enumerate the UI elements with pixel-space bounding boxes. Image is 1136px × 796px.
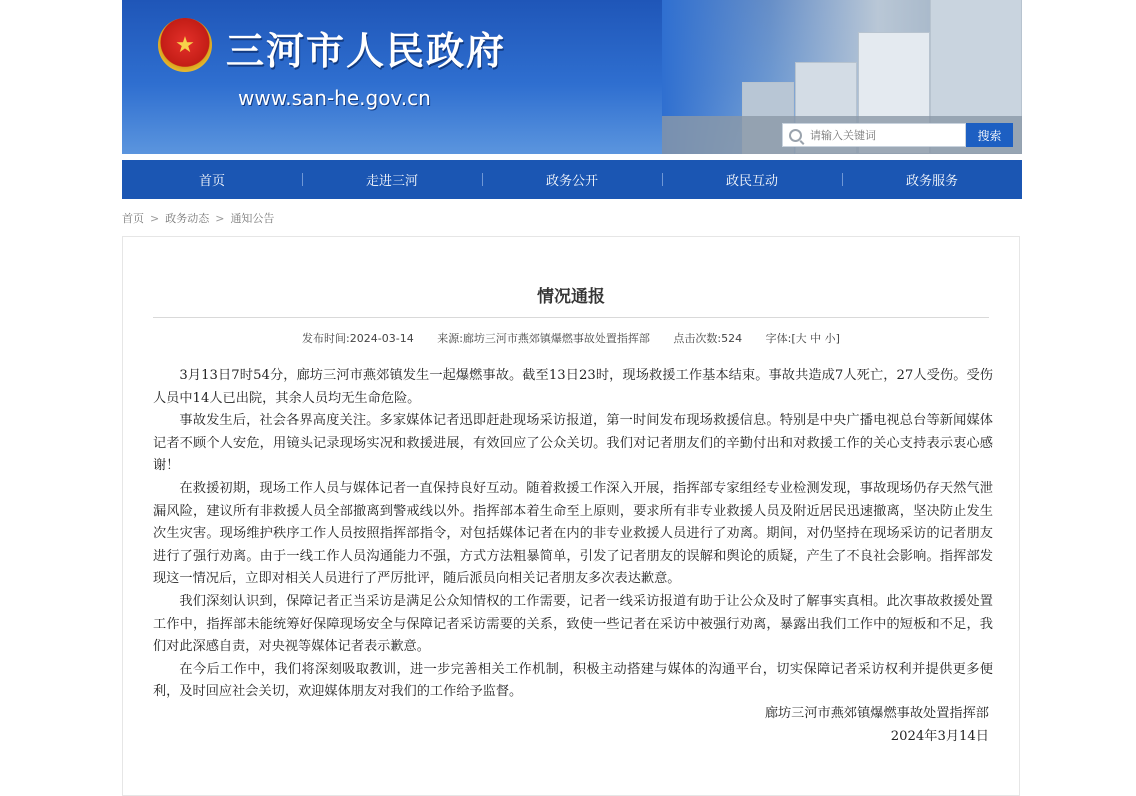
header-banner: [122, 0, 1022, 154]
nav-item-services[interactable]: 政务服务: [842, 160, 1022, 199]
main-nav: [122, 160, 1022, 199]
search-button[interactable]: 搜索: [966, 123, 1013, 147]
search-box: [782, 123, 966, 147]
paragraph: 在今后工作中，我们将深刻吸取教训，进一步完善相关工作机制，积极主动搭建与媒体的沟通平台，切实保障记者采访权利并提供更多便利，及时回应社会关切，欢迎媒体朋友对我们的工作给予监督。: [153, 661, 993, 700]
breadcrumb: [122, 210, 274, 226]
source-value: 廊坊三河市燕郊镇爆燃事故处置指挥部: [462, 332, 650, 345]
article-body: [153, 365, 993, 704]
clicks-value: 524: [721, 332, 743, 345]
search-input[interactable]: [808, 128, 962, 143]
publish-label: 发布时间:: [302, 332, 350, 345]
breadcrumb-separator: >: [150, 211, 160, 225]
paragraph: 3月13日7时54分，廊坊三河市燕郊镇发生一起爆燃事故。截至13日23时，现场救援工作基本结束。事故共造成7人死亡，27人受伤。受伤人员中14人已出院，其余人员均无生命危险。: [153, 368, 993, 406]
signature-block: [765, 702, 989, 748]
font-size-switcher[interactable]: [大 中 小]: [791, 332, 840, 345]
clicks-label: 点击次数:: [673, 332, 722, 345]
site-url: www.san-he.gov.cn: [238, 86, 431, 110]
nav-item-interaction[interactable]: 政民互动: [662, 160, 842, 199]
nav-item-about[interactable]: 走进三河: [302, 160, 482, 199]
site-title: 三河市人民政府: [226, 29, 507, 73]
paragraph: 在救援初期，现场工作人员与媒体记者一直保持良好互动。随着救援工作深入开展，指挥部专家组经专业检测发现，事故现场仍存天然气泄漏风险，建议所有非救援人员全部撤离到警戒线以外。指挥部本着生命至上原则，要求所有非专业救援人员及附近居民迅速撤离，坚决防止发生次生灾害。现场维护秩序工作人员按照指挥部指令，对包括媒体记者在内的非专业救援人员进行了劝离。期间，对仍坚持在现场采访的记者朋友进行了强行劝离。由于一线工作人员沟通能力不强，方式方法粗暴简单，引发了记者朋友的误解和舆论的质疑，产生了不良社会影响。指挥部发现这一情况后，立即对相关人员进行了严厉批评，随后派员向相关记者朋友多次表达歉意。: [153, 480, 993, 587]
source-label: 来源:: [437, 332, 463, 345]
publish-date: 2024-03-14: [349, 332, 414, 345]
article-panel: [122, 236, 1020, 796]
national-emblem-icon: ★: [158, 18, 212, 72]
signature-org: 廊坊三河市燕郊镇爆燃事故处置指挥部: [764, 706, 989, 721]
article-meta: [123, 330, 1019, 346]
paragraph: 我们深刻认识到，保障记者正当采访是满足公众知情权的工作需要，记者一线采访报道有助于让公众及时了解事实真相。此次事故救援处置工作中，指挥部未能统筹好保障现场安全与保障记者采访需要的关系，致使一些记者在采访中被强行劝离，暴露出我们工作中的短板和不足，我们对此深感自责，对央视等媒体记者表示歉意。: [153, 593, 993, 655]
nav-item-gov-affairs[interactable]: 政务公开: [482, 160, 662, 199]
search-icon: [789, 129, 802, 142]
article-title: 情况通报: [537, 287, 605, 307]
signature-date: 2024年3月14日: [890, 729, 989, 744]
nav-item-home[interactable]: 首页: [198, 174, 225, 189]
breadcrumb-item-home[interactable]: 首页: [122, 212, 144, 225]
title-divider: [153, 317, 989, 318]
breadcrumb-separator: >: [215, 211, 225, 225]
breadcrumb-item-news[interactable]: 政务动态: [165, 212, 210, 225]
search-bar: [782, 123, 1013, 147]
breadcrumb-item-notices[interactable]: 通知公告: [230, 212, 275, 225]
paragraph: 事故发生后，社会各界高度关注。多家媒体记者迅即赶赴现场采访报道，第一时间发布现场救援信息。特别是中央广播电视总台等新闻媒体记者不顾个人安危，用镜头记录现场实况和救援进展，有效回应了公众关切。我们对记者朋友们的辛勤付出和对救援工作的关心支持表示衷心感谢！: [153, 413, 993, 474]
font-size-label: 字体:: [765, 332, 792, 345]
